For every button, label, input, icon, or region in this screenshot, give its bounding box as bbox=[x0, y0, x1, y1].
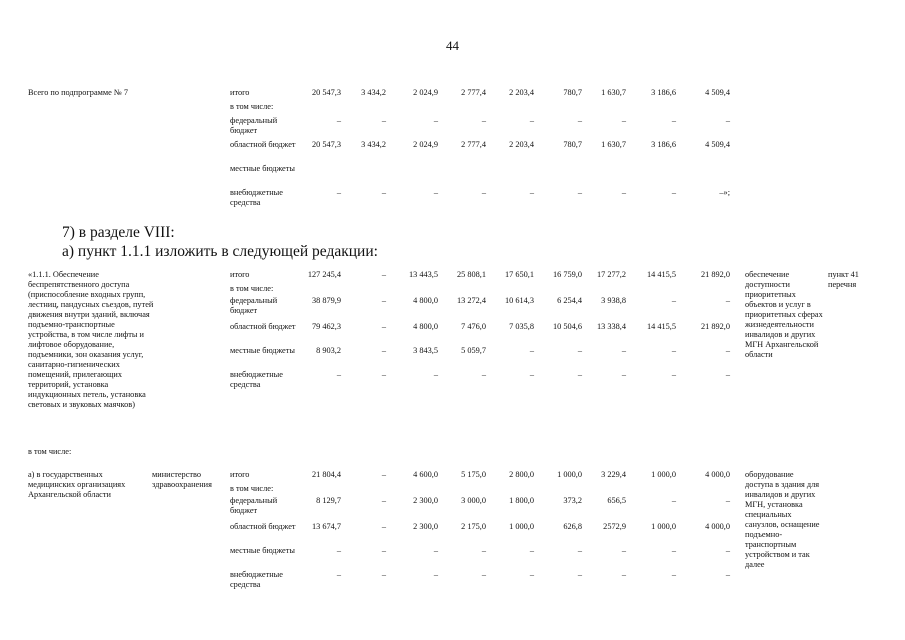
source-label: федеральный бюджет bbox=[230, 116, 278, 135]
table-cell: 21 892,0 bbox=[700, 322, 730, 331]
table-cell: 13 272,4 bbox=[456, 296, 486, 305]
sub-item-description: а) в государственных медицинских организациях Архангельской области bbox=[28, 470, 126, 499]
item-heading: а) пункт 1.1.1 изложить в следующей редакции: bbox=[62, 243, 378, 260]
source-label: в том числе: bbox=[230, 102, 274, 111]
table-cell: 79 462,3 bbox=[311, 322, 341, 331]
table-cell: – bbox=[381, 546, 386, 555]
table-cell: – bbox=[481, 370, 486, 379]
table-cell: – bbox=[529, 370, 534, 379]
table-cell: 20 547,3 bbox=[311, 140, 341, 149]
table-cell: 1 800,0 bbox=[509, 496, 534, 505]
table-cell: 1 000,0 bbox=[509, 522, 534, 531]
table-cell: – bbox=[381, 522, 386, 531]
table-cell: – bbox=[481, 188, 486, 197]
table-cell: 2 300,0 bbox=[413, 496, 438, 505]
table-cell: – bbox=[621, 346, 626, 355]
table-cell: – bbox=[529, 546, 534, 555]
table-cell: 2572,9 bbox=[603, 522, 626, 531]
table-cell: – bbox=[433, 546, 438, 555]
table-cell: – bbox=[336, 546, 341, 555]
table-cell: – bbox=[621, 370, 626, 379]
table-cell: 16 759,0 bbox=[552, 270, 582, 279]
table-cell: 2 024,9 bbox=[413, 140, 438, 149]
source-label: итого bbox=[230, 270, 250, 279]
table-cell: 4 800,0 bbox=[413, 322, 438, 331]
source-label: итого bbox=[230, 470, 250, 479]
table-cell: 1 630,7 bbox=[601, 140, 626, 149]
table-cell: – bbox=[577, 116, 582, 125]
table-cell: 2 024,9 bbox=[413, 88, 438, 97]
table-cell: – bbox=[529, 570, 534, 579]
source-label: местные бюджеты bbox=[230, 546, 295, 555]
table-cell: – bbox=[671, 116, 676, 125]
table-cell: 4 509,4 bbox=[705, 140, 730, 149]
source-label: итого bbox=[230, 88, 250, 97]
table-cell: 2 175,0 bbox=[461, 522, 486, 531]
table-cell: – bbox=[621, 116, 626, 125]
table-cell: – bbox=[621, 188, 626, 197]
table-cell: – bbox=[577, 570, 582, 579]
table-cell: 1 000,0 bbox=[557, 470, 582, 479]
table-cell: 2 203,4 bbox=[509, 140, 534, 149]
table-cell: – bbox=[577, 370, 582, 379]
table-cell: – bbox=[529, 188, 534, 197]
table-cell: 14 415,5 bbox=[646, 270, 676, 279]
table-cell: – bbox=[725, 370, 730, 379]
table-cell: 4 509,4 bbox=[705, 88, 730, 97]
table-cell: – bbox=[481, 570, 486, 579]
table-cell: 2 300,0 bbox=[413, 522, 438, 531]
table-cell: 10 504,6 bbox=[552, 322, 582, 331]
table-cell: – bbox=[336, 116, 341, 125]
table-cell: 3 938,8 bbox=[601, 296, 626, 305]
table-cell: – bbox=[725, 496, 730, 505]
table-cell: 3 434,2 bbox=[361, 88, 386, 97]
table-cell: 2 203,4 bbox=[509, 88, 534, 97]
table-cell: – bbox=[529, 116, 534, 125]
table-cell: –»; bbox=[719, 188, 730, 197]
source-label: в том числе: bbox=[230, 484, 274, 493]
table-cell: – bbox=[481, 546, 486, 555]
source-label: федеральный бюджет bbox=[230, 296, 278, 315]
table-cell: – bbox=[577, 346, 582, 355]
table-cell: 3 229,4 bbox=[601, 470, 626, 479]
table-cell: – bbox=[671, 296, 676, 305]
source-label: внебюджетные средства bbox=[230, 370, 283, 389]
table-cell: – bbox=[621, 570, 626, 579]
expected-result: обеспечение доступности приоритетных объектов и услуг в приоритетных сферах жизнедеятельности инвалидов и других МГН Архангельской области bbox=[745, 270, 823, 359]
table-cell: 2 777,4 bbox=[461, 140, 486, 149]
source-label: местные бюджеты bbox=[230, 164, 295, 173]
source-label: федеральный бюджет bbox=[230, 496, 278, 515]
table-cell: – bbox=[381, 346, 386, 355]
table-cell: – bbox=[381, 116, 386, 125]
table-cell: 780,7 bbox=[563, 88, 582, 97]
table-cell: 2 777,4 bbox=[461, 88, 486, 97]
source-label: в том числе: bbox=[230, 284, 274, 293]
table-cell: 5 175,0 bbox=[461, 470, 486, 479]
source-label: областной бюджет bbox=[230, 522, 296, 531]
table-cell: 25 808,1 bbox=[456, 270, 486, 279]
source-label: областной бюджет bbox=[230, 140, 296, 149]
table-cell: 17 277,2 bbox=[596, 270, 626, 279]
source-label: внебюджетные средства bbox=[230, 188, 283, 207]
table-cell: – bbox=[433, 188, 438, 197]
table-cell: – bbox=[433, 116, 438, 125]
table-cell: 1 000,0 bbox=[651, 522, 676, 531]
table-cell: – bbox=[381, 270, 386, 279]
table-cell: 10 614,3 bbox=[504, 296, 534, 305]
table-cell: 17 650,1 bbox=[504, 270, 534, 279]
table-cell: 6 254,4 bbox=[557, 296, 582, 305]
table-cell: – bbox=[621, 546, 626, 555]
source-label: местные бюджеты bbox=[230, 346, 295, 355]
table-cell: – bbox=[381, 188, 386, 197]
table-cell: – bbox=[671, 188, 676, 197]
table-cell: – bbox=[481, 116, 486, 125]
section-heading: 7) в разделе VIII: bbox=[62, 224, 175, 241]
table-cell: 4 000,0 bbox=[705, 522, 730, 531]
table-cell: 780,7 bbox=[563, 140, 582, 149]
table-cell: 127 245,4 bbox=[307, 270, 341, 279]
table-cell: – bbox=[725, 116, 730, 125]
table-cell: – bbox=[529, 346, 534, 355]
table-cell: – bbox=[577, 188, 582, 197]
table-cell: 3 186,6 bbox=[651, 88, 676, 97]
table-cell: – bbox=[336, 370, 341, 379]
table-cell: – bbox=[671, 370, 676, 379]
table-cell: 3 000,0 bbox=[461, 496, 486, 505]
table-cell: – bbox=[671, 496, 676, 505]
table-cell: 1 630,7 bbox=[601, 88, 626, 97]
list-reference: пункт 41 перечня bbox=[828, 270, 859, 289]
table-cell: 8 903,2 bbox=[316, 346, 341, 355]
table-cell: 2 800,0 bbox=[509, 470, 534, 479]
table-cell: – bbox=[381, 370, 386, 379]
table-cell: 4 800,0 bbox=[413, 296, 438, 305]
table-cell: – bbox=[725, 346, 730, 355]
table-cell: 4 600,0 bbox=[413, 470, 438, 479]
table-cell: – bbox=[433, 570, 438, 579]
item-description: «1.1.1. Обеспечение беспрепятственного доступа (приспособление входных групп, лестниц, пандусных съездов, путей движения внутри зданий, включая подъемно-транспортные устройства, в том числе лифты и лифтовое оборудование, подъемники, зон оказания услуг, санитарно-гигиенических помещений, прилегающих территорий, установка индукционных петель, установка световых и звуковых маячков) bbox=[28, 270, 154, 409]
table-cell: – bbox=[381, 496, 386, 505]
expected-result: оборудование доступа в здания для инвалидов и других МГН, установка специальных санузлов, оснащение подъемно-транспортным устройством и так далее bbox=[745, 470, 820, 569]
including-label: в том числе: bbox=[28, 447, 72, 456]
table-cell: 626,8 bbox=[563, 522, 582, 531]
table-cell: 21 892,0 bbox=[700, 270, 730, 279]
table-cell: 38 879,9 bbox=[311, 296, 341, 305]
source-label: областной бюджет bbox=[230, 322, 296, 331]
table-cell: – bbox=[725, 570, 730, 579]
table-cell: – bbox=[381, 322, 386, 331]
table-cell: 3 843,5 bbox=[413, 346, 438, 355]
table-cell: 3 434,2 bbox=[361, 140, 386, 149]
table-cell: 13 443,5 bbox=[408, 270, 438, 279]
table-cell: – bbox=[433, 370, 438, 379]
table-cell: – bbox=[725, 546, 730, 555]
table-cell: 13 338,4 bbox=[596, 322, 626, 331]
page-number: 44 bbox=[446, 38, 459, 53]
source-label: внебюджетные средства bbox=[230, 570, 283, 589]
table-cell: – bbox=[725, 296, 730, 305]
table-cell: 4 000,0 bbox=[705, 470, 730, 479]
table-cell: – bbox=[381, 570, 386, 579]
subprogram-label: Всего по подпрограмме № 7 bbox=[28, 88, 129, 97]
table-cell: – bbox=[577, 546, 582, 555]
table-cell: – bbox=[671, 570, 676, 579]
table-cell: – bbox=[336, 188, 341, 197]
table-cell: 1 000,0 bbox=[651, 470, 676, 479]
table-cell: 5 059,7 bbox=[461, 346, 486, 355]
table-cell: – bbox=[381, 296, 386, 305]
table-cell: 14 415,5 bbox=[646, 322, 676, 331]
table-cell: 7 476,0 bbox=[461, 322, 486, 331]
executor: министерство здравоохранения bbox=[152, 470, 212, 489]
table-cell: 7 035,8 bbox=[509, 322, 534, 331]
table-cell: 3 186,6 bbox=[651, 140, 676, 149]
table-cell: – bbox=[336, 570, 341, 579]
table-cell: 8 129,7 bbox=[316, 496, 341, 505]
table-cell: 373,2 bbox=[563, 496, 582, 505]
table-cell: 20 547,3 bbox=[311, 88, 341, 97]
table-cell: 13 674,7 bbox=[311, 522, 341, 531]
table-cell: 656,5 bbox=[607, 496, 626, 505]
table-cell: – bbox=[671, 346, 676, 355]
table-cell: – bbox=[381, 470, 386, 479]
table-cell: 21 804,4 bbox=[311, 470, 341, 479]
table-cell: – bbox=[671, 546, 676, 555]
